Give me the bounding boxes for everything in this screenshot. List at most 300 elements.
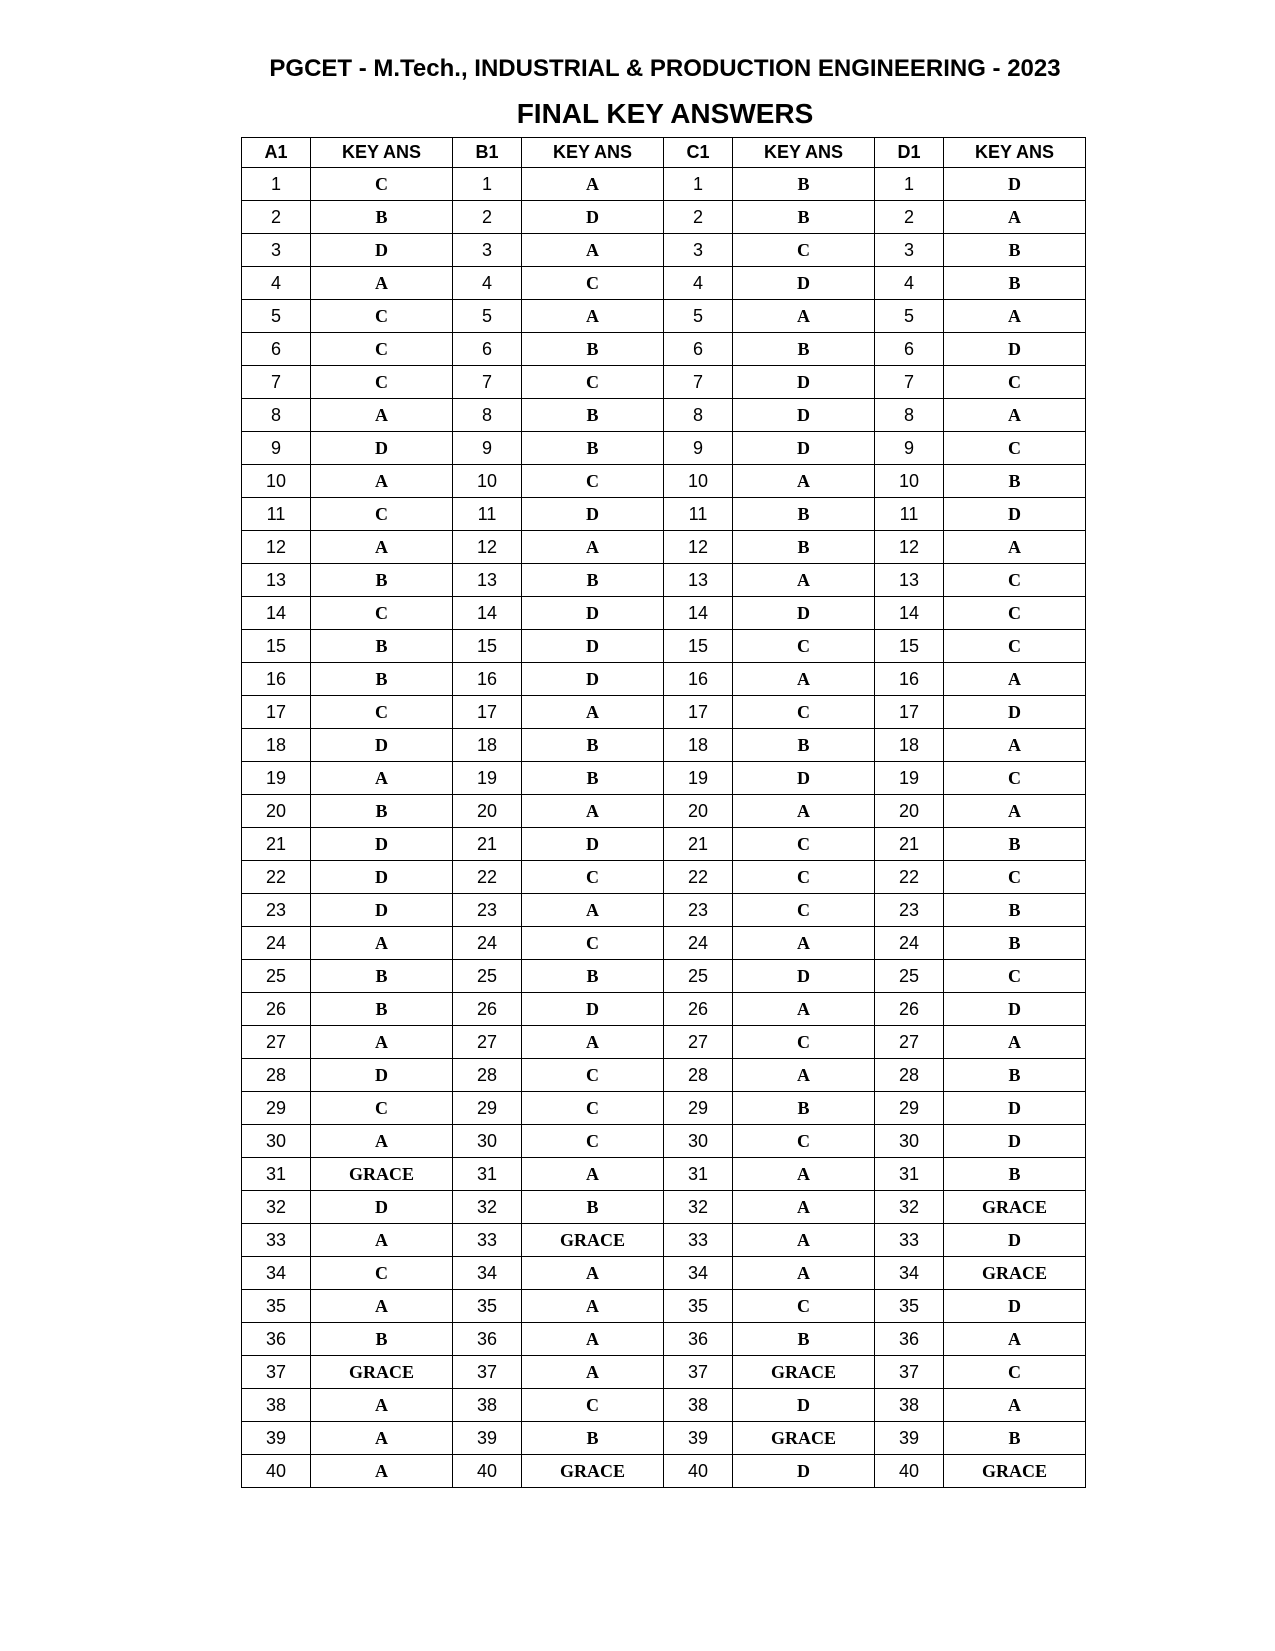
key-answer-d1: C <box>944 366 1086 399</box>
key-answer-b1: B <box>522 432 664 465</box>
question-number-b1: 31 <box>453 1158 522 1191</box>
key-answer-b1: D <box>522 498 664 531</box>
key-answer-a1: C <box>311 333 453 366</box>
key-answer-c1: D <box>733 1389 875 1422</box>
table-row <box>242 993 1086 1026</box>
question-number-d1: 18 <box>875 729 944 762</box>
question-number-d1: 1 <box>875 168 944 201</box>
question-number-d1: 38 <box>875 1389 944 1422</box>
question-number-d1: 35 <box>875 1290 944 1323</box>
question-number-d1: 34 <box>875 1257 944 1290</box>
key-answer-b1: D <box>522 630 664 663</box>
key-answer-c1: B <box>733 531 875 564</box>
key-answer-c1: D <box>733 597 875 630</box>
question-number-c1: 16 <box>664 663 733 696</box>
question-number-d1: 11 <box>875 498 944 531</box>
question-number-c1: 29 <box>664 1092 733 1125</box>
question-number-d1: 25 <box>875 960 944 993</box>
question-number-a1: 7 <box>242 366 311 399</box>
question-number-a1: 38 <box>242 1389 311 1422</box>
key-answer-d1: C <box>944 630 1086 663</box>
key-answer-a1: A <box>311 1389 453 1422</box>
question-number-a1: 36 <box>242 1323 311 1356</box>
key-answer-d1: C <box>944 597 1086 630</box>
question-number-d1: 13 <box>875 564 944 597</box>
column-header-d1: D1 <box>875 138 944 168</box>
question-number-a1: 37 <box>242 1356 311 1389</box>
table-row <box>242 762 1086 795</box>
key-answer-c1: C <box>733 894 875 927</box>
key-answer-d1: B <box>944 927 1086 960</box>
key-answer-d1: C <box>944 564 1086 597</box>
key-answer-b1: A <box>522 1290 664 1323</box>
question-number-b1: 1 <box>453 168 522 201</box>
key-answer-a1: D <box>311 432 453 465</box>
question-number-d1: 14 <box>875 597 944 630</box>
key-answer-a1: D <box>311 234 453 267</box>
table-row <box>242 1422 1086 1455</box>
key-answer-a1: C <box>311 498 453 531</box>
question-number-b1: 17 <box>453 696 522 729</box>
key-answer-b1: GRACE <box>522 1455 664 1488</box>
question-number-a1: 29 <box>242 1092 311 1125</box>
table-row <box>242 1257 1086 1290</box>
table-row <box>242 1158 1086 1191</box>
key-answer-b1: B <box>522 960 664 993</box>
question-number-b1: 24 <box>453 927 522 960</box>
table-row <box>242 1323 1086 1356</box>
table-row <box>242 630 1086 663</box>
column-header-c1: C1 <box>664 138 733 168</box>
key-answer-d1: B <box>944 267 1086 300</box>
question-number-a1: 39 <box>242 1422 311 1455</box>
question-number-a1: 20 <box>242 795 311 828</box>
question-number-c1: 9 <box>664 432 733 465</box>
table-row <box>242 1059 1086 1092</box>
question-number-b1: 27 <box>453 1026 522 1059</box>
key-answer-b1: D <box>522 993 664 1026</box>
question-number-c1: 15 <box>664 630 733 663</box>
key-answer-a1: B <box>311 993 453 1026</box>
question-number-a1: 34 <box>242 1257 311 1290</box>
key-answer-c1: A <box>733 1059 875 1092</box>
table-row <box>242 1455 1086 1488</box>
question-number-b1: 14 <box>453 597 522 630</box>
key-answer-a1: A <box>311 267 453 300</box>
key-answer-b1: C <box>522 267 664 300</box>
question-number-c1: 3 <box>664 234 733 267</box>
question-number-a1: 5 <box>242 300 311 333</box>
key-answer-d1: B <box>944 894 1086 927</box>
column-header-key-ans: KEY ANS <box>944 138 1086 168</box>
key-answer-a1: D <box>311 729 453 762</box>
key-answer-b1: C <box>522 1125 664 1158</box>
question-number-b1: 20 <box>453 795 522 828</box>
key-answer-c1: C <box>733 630 875 663</box>
question-number-a1: 23 <box>242 894 311 927</box>
key-answer-c1: GRACE <box>733 1356 875 1389</box>
column-header-b1: B1 <box>453 138 522 168</box>
question-number-b1: 16 <box>453 663 522 696</box>
key-answer-b1: A <box>522 894 664 927</box>
question-number-c1: 23 <box>664 894 733 927</box>
table-row <box>242 696 1086 729</box>
question-number-c1: 13 <box>664 564 733 597</box>
key-answer-c1: A <box>733 1257 875 1290</box>
key-answer-c1: A <box>733 1224 875 1257</box>
question-number-d1: 27 <box>875 1026 944 1059</box>
question-number-a1: 35 <box>242 1290 311 1323</box>
key-answer-c1: D <box>733 960 875 993</box>
key-answer-c1: A <box>733 993 875 1026</box>
key-answer-b1: D <box>522 828 664 861</box>
question-number-c1: 18 <box>664 729 733 762</box>
key-answer-a1: D <box>311 1191 453 1224</box>
key-answer-c1: A <box>733 795 875 828</box>
key-answer-c1: A <box>733 927 875 960</box>
question-number-d1: 26 <box>875 993 944 1026</box>
key-answer-a1: C <box>311 597 453 630</box>
key-answer-d1: A <box>944 1389 1086 1422</box>
question-number-b1: 18 <box>453 729 522 762</box>
key-answer-c1: D <box>733 432 875 465</box>
question-number-a1: 13 <box>242 564 311 597</box>
key-answer-a1: A <box>311 1224 453 1257</box>
key-answer-b1: D <box>522 201 664 234</box>
question-number-a1: 21 <box>242 828 311 861</box>
key-answer-b1: B <box>522 399 664 432</box>
question-number-a1: 10 <box>242 465 311 498</box>
key-answer-a1: A <box>311 927 453 960</box>
question-number-d1: 24 <box>875 927 944 960</box>
key-answer-c1: B <box>733 729 875 762</box>
question-number-d1: 37 <box>875 1356 944 1389</box>
key-answer-b1: GRACE <box>522 1224 664 1257</box>
table-row <box>242 795 1086 828</box>
key-answer-c1: A <box>733 1191 875 1224</box>
key-answer-a1: C <box>311 168 453 201</box>
table-row <box>242 663 1086 696</box>
key-answer-d1: B <box>944 234 1086 267</box>
key-answer-d1: D <box>944 696 1086 729</box>
page-subtitle: FINAL KEY ANSWERS <box>516 98 814 129</box>
key-answer-d1: A <box>944 300 1086 333</box>
question-number-d1: 40 <box>875 1455 944 1488</box>
page-title: PGCET - M.Tech., INDUSTRIAL & PRODUCTION ENGINEERING - 2023 <box>269 55 1061 82</box>
question-number-c1: 36 <box>664 1323 733 1356</box>
column-header-a1: A1 <box>242 138 311 168</box>
key-answer-a1: C <box>311 1092 453 1125</box>
question-number-b1: 39 <box>453 1422 522 1455</box>
question-number-a1: 26 <box>242 993 311 1026</box>
key-answer-c1: C <box>733 1125 875 1158</box>
key-answer-c1: C <box>733 861 875 894</box>
question-number-b1: 2 <box>453 201 522 234</box>
key-answer-a1: B <box>311 663 453 696</box>
question-number-a1: 24 <box>242 927 311 960</box>
question-number-b1: 9 <box>453 432 522 465</box>
question-number-c1: 34 <box>664 1257 733 1290</box>
question-number-d1: 36 <box>875 1323 944 1356</box>
question-number-d1: 15 <box>875 630 944 663</box>
key-answer-b1: A <box>522 531 664 564</box>
question-number-d1: 33 <box>875 1224 944 1257</box>
key-answer-a1: B <box>311 201 453 234</box>
question-number-c1: 37 <box>664 1356 733 1389</box>
key-answer-a1: A <box>311 1026 453 1059</box>
question-number-c1: 2 <box>664 201 733 234</box>
question-number-d1: 20 <box>875 795 944 828</box>
table-row <box>242 927 1086 960</box>
question-number-a1: 22 <box>242 861 311 894</box>
question-number-c1: 7 <box>664 366 733 399</box>
question-number-a1: 27 <box>242 1026 311 1059</box>
question-number-c1: 8 <box>664 399 733 432</box>
question-number-d1: 19 <box>875 762 944 795</box>
key-answer-b1: D <box>522 597 664 630</box>
key-answer-a1: A <box>311 1125 453 1158</box>
key-answer-a1: B <box>311 1323 453 1356</box>
question-number-b1: 6 <box>453 333 522 366</box>
key-answer-b1: C <box>522 366 664 399</box>
key-answer-c1: A <box>733 1158 875 1191</box>
key-answer-d1: GRACE <box>944 1257 1086 1290</box>
question-number-b1: 26 <box>453 993 522 1026</box>
question-number-c1: 40 <box>664 1455 733 1488</box>
table-row <box>242 1026 1086 1059</box>
question-number-a1: 6 <box>242 333 311 366</box>
key-answer-a1: B <box>311 795 453 828</box>
key-answer-d1: A <box>944 531 1086 564</box>
question-number-a1: 9 <box>242 432 311 465</box>
key-answer-a1: A <box>311 762 453 795</box>
key-answer-d1: A <box>944 399 1086 432</box>
key-answer-b1: C <box>522 861 664 894</box>
question-number-b1: 8 <box>453 399 522 432</box>
question-number-a1: 3 <box>242 234 311 267</box>
table-row <box>242 531 1086 564</box>
table-row <box>242 366 1086 399</box>
question-number-b1: 12 <box>453 531 522 564</box>
table-row <box>242 597 1086 630</box>
key-answer-c1: A <box>733 564 875 597</box>
question-number-c1: 39 <box>664 1422 733 1455</box>
key-answer-c1: B <box>733 201 875 234</box>
key-answer-a1: GRACE <box>311 1158 453 1191</box>
key-answer-a1: D <box>311 828 453 861</box>
key-answer-d1: C <box>944 762 1086 795</box>
question-number-a1: 33 <box>242 1224 311 1257</box>
question-number-c1: 28 <box>664 1059 733 1092</box>
question-number-c1: 10 <box>664 465 733 498</box>
question-number-c1: 32 <box>664 1191 733 1224</box>
question-number-b1: 28 <box>453 1059 522 1092</box>
key-answer-a1: B <box>311 564 453 597</box>
table-row <box>242 168 1086 201</box>
key-answer-a1: C <box>311 300 453 333</box>
question-number-b1: 22 <box>453 861 522 894</box>
question-number-d1: 23 <box>875 894 944 927</box>
key-answer-b1: B <box>522 1422 664 1455</box>
question-number-c1: 22 <box>664 861 733 894</box>
key-answer-c1: D <box>733 399 875 432</box>
key-answer-a1: D <box>311 861 453 894</box>
table-row <box>242 1092 1086 1125</box>
key-answer-b1: A <box>522 696 664 729</box>
table-row <box>242 1224 1086 1257</box>
key-answer-b1: B <box>522 564 664 597</box>
question-number-c1: 11 <box>664 498 733 531</box>
question-number-d1: 22 <box>875 861 944 894</box>
table-row <box>242 1290 1086 1323</box>
question-number-d1: 7 <box>875 366 944 399</box>
column-header-key-ans: KEY ANS <box>522 138 664 168</box>
key-answer-d1: D <box>944 498 1086 531</box>
question-number-a1: 2 <box>242 201 311 234</box>
question-number-c1: 12 <box>664 531 733 564</box>
question-number-a1: 28 <box>242 1059 311 1092</box>
key-answer-d1: A <box>944 729 1086 762</box>
table-row <box>242 399 1086 432</box>
key-answer-b1: A <box>522 300 664 333</box>
question-number-d1: 4 <box>875 267 944 300</box>
question-number-c1: 6 <box>664 333 733 366</box>
key-answer-d1: B <box>944 1158 1086 1191</box>
key-answer-b1: A <box>522 168 664 201</box>
key-answer-b1: C <box>522 1389 664 1422</box>
key-answer-c1: B <box>733 333 875 366</box>
question-number-b1: 33 <box>453 1224 522 1257</box>
question-number-b1: 3 <box>453 234 522 267</box>
key-answer-b1: B <box>522 333 664 366</box>
table-row <box>242 300 1086 333</box>
question-number-d1: 5 <box>875 300 944 333</box>
question-number-d1: 30 <box>875 1125 944 1158</box>
key-answer-c1: GRACE <box>733 1422 875 1455</box>
key-answer-c1: D <box>733 267 875 300</box>
key-answer-b1: A <box>522 1026 664 1059</box>
key-answer-d1: D <box>944 333 1086 366</box>
key-answer-b1: C <box>522 465 664 498</box>
key-answer-d1: B <box>944 465 1086 498</box>
question-number-a1: 30 <box>242 1125 311 1158</box>
table-row <box>242 234 1086 267</box>
table-body <box>242 168 1086 1488</box>
question-number-c1: 1 <box>664 168 733 201</box>
key-answer-b1: D <box>522 663 664 696</box>
question-number-d1: 32 <box>875 1191 944 1224</box>
key-answer-d1: C <box>944 861 1086 894</box>
key-answer-d1: B <box>944 828 1086 861</box>
question-number-b1: 38 <box>453 1389 522 1422</box>
key-answer-a1: B <box>311 630 453 663</box>
key-answer-a1: A <box>311 399 453 432</box>
question-number-a1: 11 <box>242 498 311 531</box>
table-row <box>242 201 1086 234</box>
key-answer-d1: A <box>944 1026 1086 1059</box>
question-number-d1: 29 <box>875 1092 944 1125</box>
key-answer-b1: A <box>522 234 664 267</box>
question-number-b1: 36 <box>453 1323 522 1356</box>
question-number-c1: 31 <box>664 1158 733 1191</box>
question-number-a1: 18 <box>242 729 311 762</box>
key-answer-d1: GRACE <box>944 1191 1086 1224</box>
question-number-b1: 23 <box>453 894 522 927</box>
key-answer-d1: D <box>944 168 1086 201</box>
key-answer-a1: A <box>311 1290 453 1323</box>
question-number-b1: 19 <box>453 762 522 795</box>
table-row <box>242 333 1086 366</box>
question-number-d1: 17 <box>875 696 944 729</box>
question-number-b1: 13 <box>453 564 522 597</box>
key-answer-c1: B <box>733 168 875 201</box>
key-answer-d1: A <box>944 663 1086 696</box>
question-number-b1: 29 <box>453 1092 522 1125</box>
question-number-d1: 12 <box>875 531 944 564</box>
table-row <box>242 960 1086 993</box>
question-number-a1: 17 <box>242 696 311 729</box>
key-answer-d1: A <box>944 201 1086 234</box>
question-number-b1: 15 <box>453 630 522 663</box>
question-number-b1: 5 <box>453 300 522 333</box>
question-number-b1: 32 <box>453 1191 522 1224</box>
key-answer-d1: C <box>944 1356 1086 1389</box>
key-answer-d1: D <box>944 1125 1086 1158</box>
question-number-c1: 27 <box>664 1026 733 1059</box>
question-number-a1: 16 <box>242 663 311 696</box>
table-row <box>242 1125 1086 1158</box>
question-number-b1: 21 <box>453 828 522 861</box>
question-number-a1: 12 <box>242 531 311 564</box>
question-number-b1: 11 <box>453 498 522 531</box>
key-answer-b1: C <box>522 1059 664 1092</box>
question-number-c1: 25 <box>664 960 733 993</box>
table-header-row <box>242 138 1086 168</box>
key-answer-d1: C <box>944 960 1086 993</box>
key-answer-a1: C <box>311 1257 453 1290</box>
key-answer-b1: A <box>522 1356 664 1389</box>
key-answer-a1: C <box>311 366 453 399</box>
key-answer-c1: C <box>733 1290 875 1323</box>
key-answer-c1: D <box>733 366 875 399</box>
question-number-b1: 34 <box>453 1257 522 1290</box>
table-row <box>242 729 1086 762</box>
key-answer-d1: D <box>944 1290 1086 1323</box>
table-row <box>242 1389 1086 1422</box>
question-number-b1: 10 <box>453 465 522 498</box>
key-answer-d1: B <box>944 1059 1086 1092</box>
question-number-a1: 40 <box>242 1455 311 1488</box>
key-answer-d1: A <box>944 795 1086 828</box>
question-number-d1: 3 <box>875 234 944 267</box>
question-number-b1: 7 <box>453 366 522 399</box>
table-row <box>242 498 1086 531</box>
key-answer-c1: C <box>733 696 875 729</box>
question-number-a1: 19 <box>242 762 311 795</box>
question-number-c1: 20 <box>664 795 733 828</box>
key-answer-c1: C <box>733 1026 875 1059</box>
question-number-d1: 9 <box>875 432 944 465</box>
key-answer-b1: B <box>522 762 664 795</box>
question-number-d1: 28 <box>875 1059 944 1092</box>
table-row <box>242 465 1086 498</box>
question-number-c1: 5 <box>664 300 733 333</box>
key-answer-b1: A <box>522 795 664 828</box>
key-answer-c1: A <box>733 465 875 498</box>
key-answer-d1: A <box>944 1323 1086 1356</box>
question-number-a1: 14 <box>242 597 311 630</box>
question-number-d1: 10 <box>875 465 944 498</box>
